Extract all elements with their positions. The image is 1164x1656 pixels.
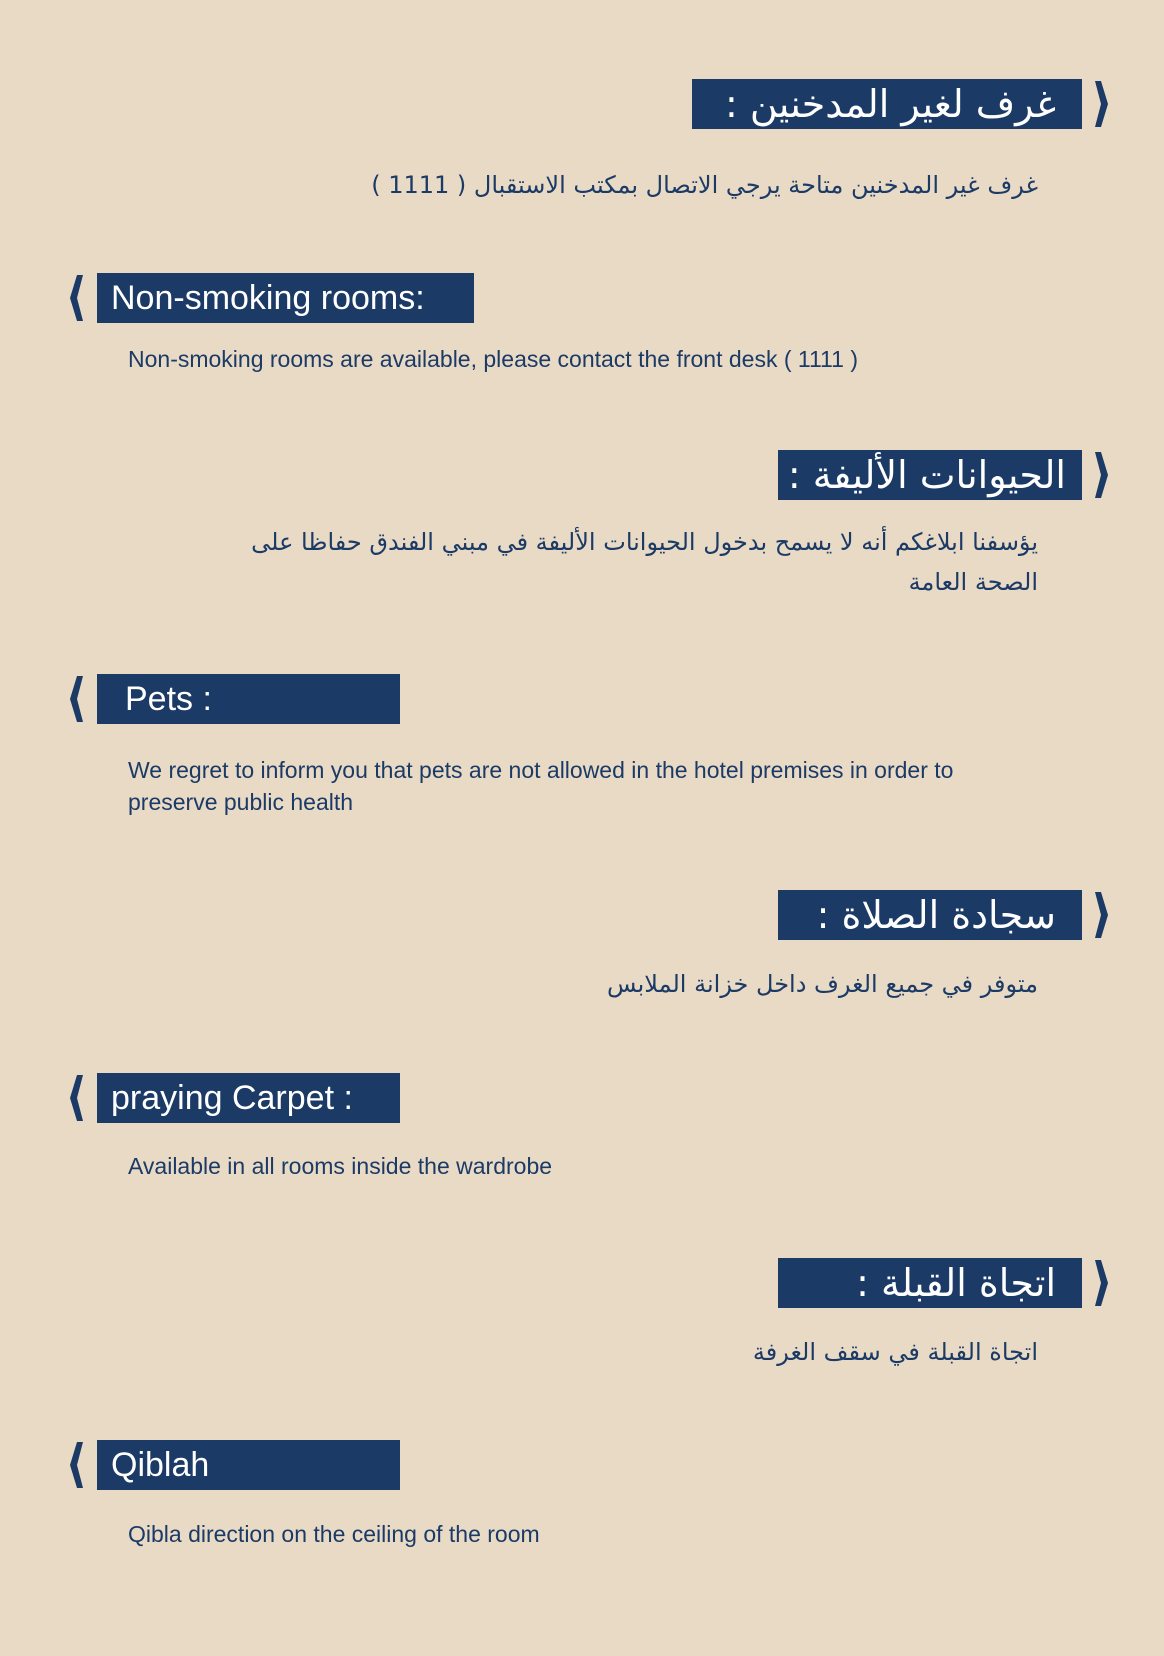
- qibla-ar-header: [778, 1258, 1082, 1308]
- pets-ar-body: يؤسفنا ابلاغكم أنه لا يسمح بدخول الحيوانات الأليفة في مبني الفندق حفاظا على الصحة العامة: [251, 528, 1038, 596]
- right-bracket-icon: [1092, 450, 1110, 500]
- prayer-ar-header: [778, 890, 1082, 940]
- prayer-ar-title: سجادة الصلاة :: [816, 893, 1056, 937]
- nonsmoking-ar-title: غرف لغير المدخنين :: [724, 82, 1056, 126]
- pets-en-title: Pets :: [125, 679, 212, 718]
- prayer-en-body: Available in all rooms inside the wardrobe: [128, 1153, 553, 1179]
- prayer-en-title: praying Carpet :: [111, 1078, 353, 1117]
- qibla-en-title: Qiblah: [111, 1445, 210, 1484]
- left-bracket-icon: [68, 1073, 86, 1123]
- qibla-en-header: [97, 1440, 400, 1490]
- prayer-en-header: [97, 1073, 400, 1123]
- left-bracket-icon: [68, 674, 86, 724]
- left-bracket-icon: [68, 273, 86, 323]
- qibla-en-body: Qibla direction on the ceiling of the room: [128, 1521, 540, 1547]
- right-bracket-icon: [1092, 79, 1110, 129]
- nonsmoking-en-title: Non-smoking rooms:: [111, 278, 425, 317]
- prayer-ar-body: متوفر في جميع الغرف داخل خزانة الملابس: [607, 970, 1038, 998]
- right-bracket-icon: [1092, 1258, 1110, 1308]
- pets-ar-header: [778, 450, 1082, 500]
- nonsmoking-ar-header: [692, 79, 1082, 129]
- qibla-ar-title: اتجاة القبلة :: [856, 1261, 1056, 1305]
- pets-en-body: We regret to inform you that pets are not allowed in the hotel premises in order to preserve public health: [128, 757, 954, 815]
- nonsmoking-en-header: [97, 273, 474, 323]
- left-bracket-icon: [68, 1440, 86, 1490]
- nonsmoking-en-body: Non-smoking rooms are available, please contact the front desk ( 1111 ): [128, 346, 858, 372]
- nonsmoking-ar-body: غرف غير المدخنين متاحة يرجي الاتصال بمكتب الاستقبال ( 1111 ): [371, 171, 1038, 199]
- qibla-ar-body: اتجاة القبلة في سقف الغرفة: [752, 1338, 1038, 1366]
- pets-ar-title: الحيوانات الأليفة :: [787, 453, 1066, 497]
- right-bracket-icon: [1092, 890, 1110, 940]
- pets-en-header: [97, 674, 400, 724]
